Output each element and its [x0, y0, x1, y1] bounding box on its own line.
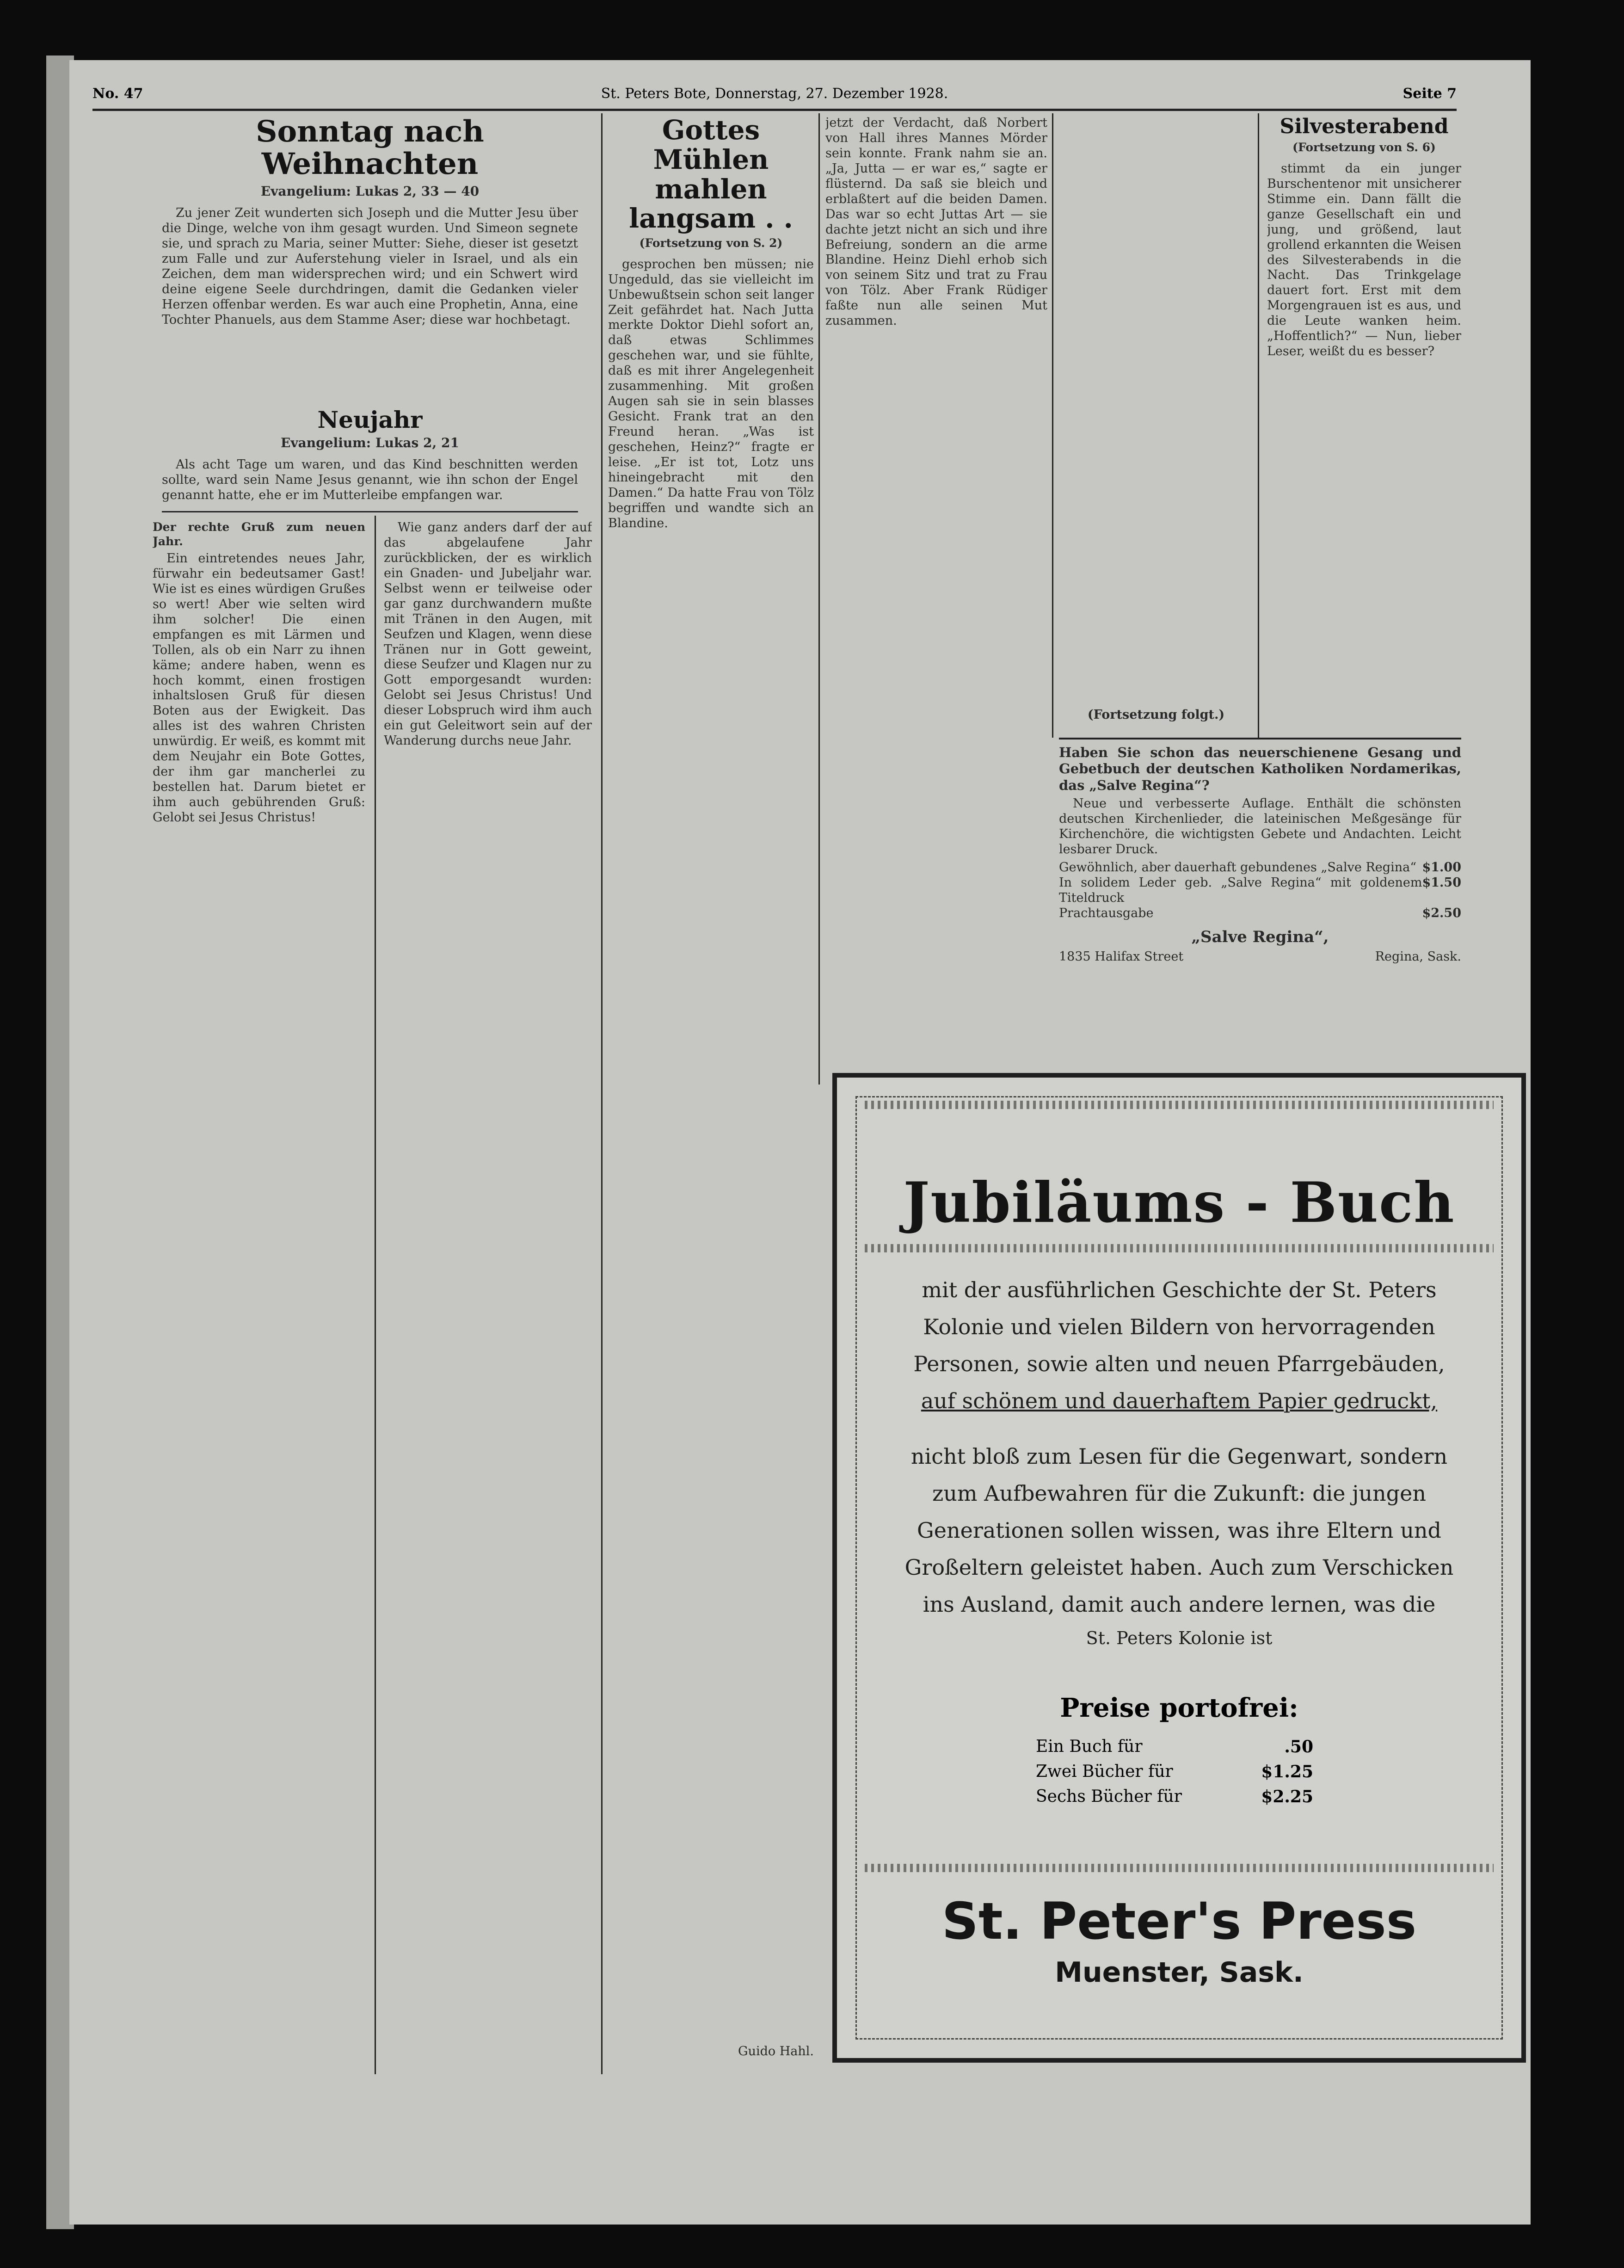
ad-prices-title: Preise portofrei: — [1060, 1693, 1298, 1723]
ad-line: mit der ausführlichen Geschichte der St. Peters — [922, 1277, 1437, 1302]
neujahr-article — [162, 407, 578, 504]
price-row — [1059, 875, 1461, 906]
ad-ornament — [865, 1864, 1494, 1872]
ad-price-label: Sechs Bücher für — [1036, 1787, 1182, 1806]
column-divider — [601, 113, 603, 2074]
ad-price-value: .50 — [1284, 1737, 1313, 1756]
column-divider — [818, 113, 820, 1085]
ad-line: Personen, sowie alten und neuen Pfarrgebäuden, — [913, 1351, 1445, 1376]
column-divider — [375, 516, 376, 2074]
price-value: $2.50 — [1422, 906, 1461, 920]
sonntag-gospel: Evangelium: Lukas 2, 33 — 40 — [260, 183, 480, 199]
page-number: Seite 7 — [1403, 86, 1457, 102]
header-rule — [92, 109, 1457, 111]
ad-prices — [1036, 1734, 1313, 1809]
gottes-signature — [608, 2044, 814, 2067]
gottes-title: Gottes Mühlen mahlen langsam . . — [629, 116, 793, 234]
price-row — [1059, 906, 1461, 921]
ad-price-value: $1.25 — [1261, 1762, 1313, 1781]
ad-price-row — [1036, 1734, 1313, 1759]
price-label: Prachtausgabe — [1059, 906, 1154, 920]
price-value: $1.50 — [1422, 875, 1461, 890]
sonntag-title: Sonntag nach Weihnachten — [256, 116, 484, 182]
gottes-article — [608, 116, 814, 2072]
address-row — [1059, 949, 1461, 965]
ad-title: Jubiläums - Buch — [903, 1170, 1455, 1235]
sonntag-article — [162, 116, 578, 375]
jubilaeums-ad — [832, 1073, 1526, 2063]
ad-line: St. Peters Kolonie ist — [1086, 1628, 1273, 1648]
price-label: Gewöhnlich, aber dauerhaft gebundenes „Salve Regina“ — [1059, 860, 1416, 875]
ad-line: zum Aufbewahren für die Zukunft: die jungen — [932, 1481, 1426, 1506]
salve-title: Haben Sie schon das neuerschienene Gesang und Gebetbuch der deutschen Katholiken Nordamerikas, das „Salve Regina“? — [1059, 745, 1461, 793]
silvester-cont: (Fortsetzung von S. 6) — [1292, 141, 1436, 154]
gruss-column-1 — [153, 520, 365, 2074]
gruss-column-2 — [384, 520, 592, 2074]
ad-line: Großeltern geleistet haben. Auch zum Verschicken — [904, 1555, 1454, 1580]
silvester-title: Silvesterabend — [1280, 116, 1449, 138]
section-rule — [162, 511, 578, 512]
price-value: $1.00 — [1422, 860, 1461, 875]
neujahr-title: Neujahr — [317, 407, 423, 433]
salve-text: Neue und verbesserte Auflage. Enthält die schönsten deutschen Kirchenlieder, die lateinischen Meßgesänge für Kirchenchöre, die wichtigsten Gebete und Andachten. Leicht lesbarer Druck. — [1059, 796, 1461, 857]
novel-text: jetzt der Verdacht, daß Norbert von Hall ihres Mannes Mörder sein konnte. Frank nahm sie an. „Ja, Jutta — er war es,“ sagte er flüsternd. Da saß sie bleich und erblaßtert auf die beiden Damen. Das war so echt Juttas Art — sie dachte jetzt nicht an sich und ihre Befreiung, sondern an die arme Blandine. Heinz Diehl erhob sich von seinem Sitz und trat zu Frau von Tölz. Aber Frank Rüdiger faßte nun alle seinen Mut zusammen. — [825, 116, 1047, 328]
price-label: In solidem Leder geb. „Salve Regina“ mit goldenem Titeldruck — [1059, 875, 1422, 905]
street: 1835 Halifax Street — [1059, 949, 1184, 964]
salve-address: „Salve Regina“, — [1191, 927, 1329, 946]
ad-price-label: Ein Buch für — [1036, 1737, 1143, 1756]
ad-price-row — [1036, 1784, 1313, 1809]
ad-ornament — [865, 1244, 1494, 1252]
neujahr-gospel: Evangelium: Lukas 2, 21 — [281, 435, 459, 450]
column-divider — [1258, 113, 1259, 738]
salve-regina-ad — [1059, 745, 1461, 1059]
masthead-line: St. Peters Bote, Donnerstag, 27. Dezember 1928. — [601, 86, 948, 102]
novel-continuation — [825, 116, 1047, 1064]
press-name: St. Peter's Press — [941, 1892, 1417, 1951]
press-place: Muenster, Sask. — [1055, 1956, 1304, 1989]
section-rule — [1059, 738, 1461, 740]
neujahr-text: Als acht Tage um waren, und das Kind beschnitten werden sollte, ward sein Name Jesus genannt, wie ihn schon der Engel genannt hatte, ehe er im Mutterleibe empfangen war. — [162, 457, 578, 503]
city: Regina, Sask. — [1375, 949, 1461, 964]
page-header — [92, 81, 1457, 109]
novel-cont-note — [1059, 708, 1253, 731]
ad-price-value: $2.25 — [1261, 1787, 1313, 1806]
price-row — [1059, 860, 1461, 875]
ad-line: nicht bloß zum Lesen für die Gegenwart, sondern — [910, 1444, 1448, 1469]
sonntag-text: Zu jener Zeit wunderten sich Joseph und die Mutter Jesu über die Dinge, welche von ihm gesagt wurden. Und Simeon segnete sie, und sprach zu Maria, seiner Mutter: Siehe, dieser ist gesetzt zum Falle und zur Auferstehung vieler in Israel, und als ein Zeichen, dem man widersprechen wird; und ein Schwert wird deine eigene Seele durchdringen, damit die Gedanken vieler Herzen offenbar werden. Es war auch eine Prophetin, Anna, eine Tochter Phanuels, aus dem Stamme Aser; diese war hochbetagt. — [162, 205, 578, 327]
silvester-article — [1267, 116, 1461, 731]
gottes-text: gesprochen ben müssen; nie Ungeduld, das sie vielleicht im Unbewußtsein schon seit langer Zeit gefährdet hat. Nach Jutta merkte Doktor Diehl sofort an, daß etwas Schlimmes geschehen war, und sie fühlte, daß es mit ihrer Angelegenheit zusammenhing. Mit großen Augen sah sie in sein blasses Gesicht. Frank trat an den Freund heran. „Was ist geschehen, Heinz?“ fragte er leise. „Er ist tot, Lotz uns hineingebracht mit den Damen.“ Da hatte Frau von Tölz begriffen und wandte sich an Blandine. — [608, 257, 814, 530]
ad-line: ins Ausland, damit auch andere lernen, was die — [923, 1592, 1436, 1617]
issue-number: No. 47 — [92, 86, 143, 102]
ad-line: Kolonie und vielen Bildern von hervorragenden — [923, 1314, 1435, 1339]
ad-line: auf schönem und dauerhaftem Papier gedruckt, — [921, 1388, 1438, 1413]
gruss-text-2: Wie ganz anders darf der auf das abgelaufene Jahr zurückblicken, der es wirklich ein Gnaden- und Jubeljahr war. Selbst wenn er teilweise oder gar ganz durchwandern mußte mit Tränen in den Augen, mit Seufzen und Klagen, wenn diese Tränen nur in Gott geweint, diese Seufzer und Klagen nur zu Gott emporgesandt wurden: Gelobt sei Jesus Christus! Und dieser Lobspruch wird ihm auch ein gut Geleitwort sein auf der Wanderung durchs neue Jahr. — [384, 520, 592, 748]
gruss-text-1: Ein eintretendes neues Jahr, fürwahr ein bedeutsamer Gast! Wie ist es eines würdigen Grußes so wert! Aber wie selten wird ihm solcher! Die einen empfangen es mit Lärmen und Tollen, als ob ein Narr zu ihnen käme; andere haben, wenn es hoch kommt, einen frostigen inhaltslosen Gruß für diesen Boten aus der Ewigkeit. Das alles ist des wahren Christen unwürdig. Er weiß, es kommt mit dem Neujahr ein Bote Gottes, der ihm gar mancherlei zu bestellen hat. Darum bietet er ihm auch gebührenden Gruß: Gelobt sei Jesus Christus! — [153, 551, 365, 825]
column-divider — [1052, 113, 1053, 738]
author-signature: Guido Hahl. — [738, 2044, 814, 2058]
ad-price-label: Zwei Bücher für — [1036, 1762, 1173, 1781]
fortsetzung-folgt: (Fortsetzung folgt.) — [1087, 708, 1225, 722]
ad-price-row — [1036, 1759, 1313, 1784]
ad-ornament — [865, 1101, 1494, 1109]
gruss-heading: Der rechte Gruß zum neuen Jahr. — [153, 520, 365, 548]
gottes-cont: (Fortsetzung von S. 2) — [639, 236, 783, 250]
silvester-text: stimmt da ein junger Burschentenor mit unsicherer Stimme ein. Dann fällt die ganze Gesellschaft ein und jung, und größend, laut grollend erkannten die Weisen des Silvesterabends in die Nacht. Das Trinkgelage dauert fort. Erst mit dem Morgengrauen ist es aus, und die Leute wanken heim. „Hoffentlich?“ — Nun, lieber Leser, weißt du es besser? — [1267, 161, 1461, 359]
ad-line: Generationen sollen wissen, was ihre Eltern und — [917, 1518, 1441, 1543]
